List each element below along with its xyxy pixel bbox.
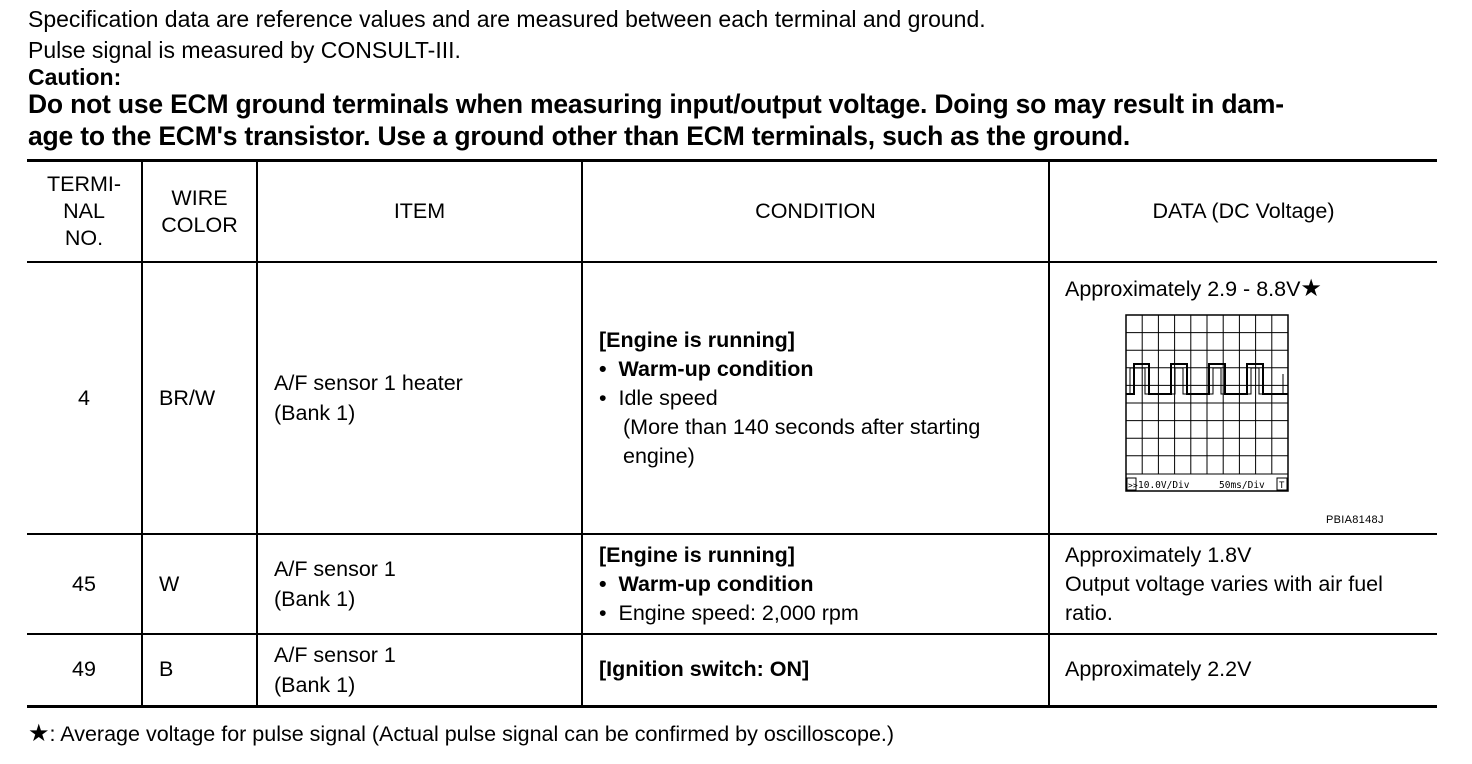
terminal-spec-table — [27, 159, 1437, 708]
header-terminal-line: TERMI- — [46, 172, 122, 196]
scope-trigger: T — [1279, 481, 1285, 491]
bullet-mark: • — [599, 600, 607, 625]
data-line: ratio. — [1065, 600, 1113, 625]
oscilloscope-waveform — [1125, 314, 1343, 499]
scope-marker: >> — [1128, 481, 1138, 490]
bullet-mark: • — [599, 571, 607, 596]
header-data: DATA (DC Voltage) — [1049, 161, 1437, 263]
condition-sub-line: engine) — [623, 443, 695, 468]
pulse-note: Pulse signal is measured by CONSULT-III. — [28, 37, 461, 63]
wire-color: B — [142, 634, 257, 706]
star-icon: ★ — [1300, 275, 1322, 302]
header-wire-color — [142, 161, 257, 263]
header-terminal-line: NO. — [64, 226, 104, 250]
condition-bullet-text: Warm-up condition — [618, 356, 814, 381]
item-line: (Bank 1) — [274, 672, 356, 697]
caution-text — [28, 88, 1448, 152]
data-label — [1065, 274, 1322, 304]
condition-cell — [582, 262, 1049, 534]
terminal-number: 45 — [27, 534, 142, 634]
caution-line-2: age to the ECM's transistor. Use a ground other than ECM terminals, such as the ground. — [28, 121, 1131, 151]
footnote — [28, 719, 894, 748]
data-cell — [1049, 262, 1437, 534]
header-condition: CONDITION — [582, 161, 1049, 263]
scope-time-div: 50ms/Div — [1219, 480, 1265, 491]
header-terminal-line: NAL — [63, 199, 105, 223]
item-line: (Bank 1) — [274, 401, 356, 425]
condition-cell — [582, 534, 1049, 634]
footnote-text: : Average voltage for pulse signal (Actual pulse signal can be confirmed by oscilloscope.) — [49, 722, 895, 746]
wire-color: BR/W — [142, 262, 257, 534]
header-wire-line: WIRE — [171, 185, 228, 210]
condition-bullet — [599, 570, 1048, 599]
item-cell — [257, 534, 582, 634]
condition-bullet-text: Warm-up condition — [618, 571, 814, 596]
terminal-number: 49 — [27, 634, 142, 706]
condition-bullet-text: Idle speed — [618, 385, 718, 410]
caution-line-1: Do not use ECM ground terminals when measuring input/output voltage. Doing so may result in dam- — [28, 89, 1284, 119]
data-line: Approximately 1.8V — [1065, 542, 1252, 567]
intro-block — [28, 4, 1448, 152]
wire-color: W — [142, 534, 257, 634]
condition-title: [Engine is running] — [599, 327, 795, 352]
header-wire-line: COLOR — [161, 212, 238, 237]
item-line: (Bank 1) — [274, 587, 356, 611]
condition-bullet — [599, 355, 1048, 384]
table-row — [27, 634, 1437, 706]
scope-voltage-div: 10.0V/Div — [1138, 480, 1190, 491]
figure-code: PBIA8148J — [1326, 514, 1384, 526]
header-terminal — [27, 161, 142, 263]
data-label-text: Approximately 2.9 - 8.8V — [1065, 277, 1301, 301]
table-header-row — [27, 161, 1437, 263]
terminal-number: 4 — [27, 262, 142, 534]
condition-sub-line: (More than 140 seconds after starting — [623, 414, 981, 439]
bullet-mark: • — [599, 385, 607, 410]
item-line: A/F sensor 1 — [274, 557, 396, 581]
condition-title: [Ignition switch: ON] — [582, 634, 1049, 706]
condition-bullet — [599, 599, 1048, 628]
bullet-mark: • — [599, 356, 607, 381]
item-line: A/F sensor 1 — [274, 642, 396, 667]
caution-label: Caution: — [28, 64, 122, 90]
condition-bullet — [599, 384, 1048, 413]
item-cell — [257, 262, 582, 534]
condition-title: [Engine is running] — [599, 542, 795, 567]
item-cell — [257, 634, 582, 706]
data-cell: Approximately 2.2V — [1049, 634, 1437, 706]
star-icon: ★ — [28, 720, 50, 747]
data-line: Output voltage varies with air fuel — [1065, 571, 1383, 596]
header-item: ITEM — [257, 161, 582, 263]
table-row — [27, 262, 1437, 534]
data-cell — [1049, 534, 1437, 634]
item-line: A/F sensor 1 heater — [274, 371, 463, 395]
spec-note: Specification data are reference values and are measured between each terminal and ground. — [28, 6, 986, 32]
condition-bullet-text: Engine speed: 2,000 rpm — [618, 600, 859, 625]
table-row — [27, 534, 1437, 634]
